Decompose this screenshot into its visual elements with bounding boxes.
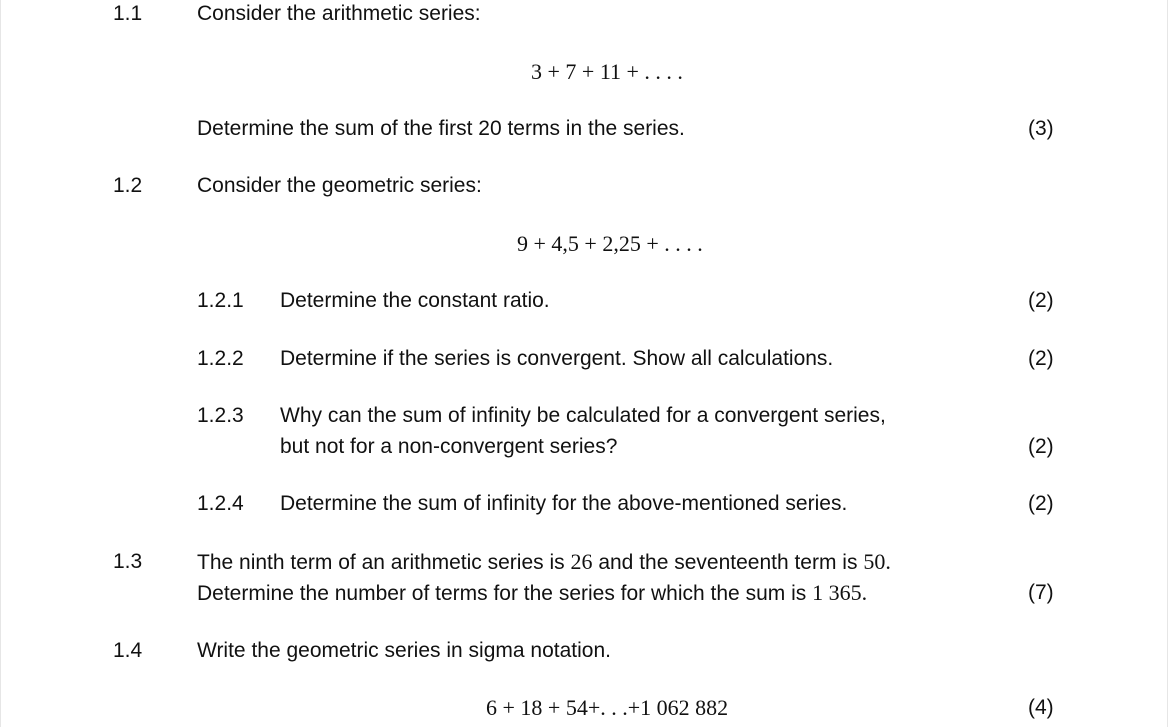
question-1-4-intro: Write the geometric series in sigma notation. [197,639,611,662]
geometric-series-1-4-expression: 6 + 18 + 54+. . .+1 062 882 [486,695,729,720]
subquestion-1-2-3-text-line2: but not for a non-convergent series? [280,435,618,458]
subquestion-1-2-2-text: Determine if the series is convergent. Show all calculations. [280,347,834,370]
marks-1-3: (7) [1028,581,1054,604]
question-1-3-line2 [197,580,867,607]
subquestion-1-2-1-text: Determine the constant ratio. [280,289,550,312]
subquestion-number-1-2-3: 1.2.3 [197,404,244,427]
question-1-3-line2-b: . [861,580,868,605]
geometric-series-expression: 9 + 4,5 + 2,25 + . . . . [517,231,703,256]
question-1-3-line1-c: . [885,549,891,574]
question-1-3-line1-a: The ninth term of an arithmetic series is [197,551,571,574]
marks-1-2-1: (2) [1028,289,1054,312]
marks-1-2-2: (2) [1028,347,1054,370]
ninth-term-value: 26 [570,549,593,574]
subquestion-number-1-2-4: 1.2.4 [197,492,244,515]
marks-1-2-3: (2) [1028,435,1054,458]
arithmetic-series-expression: 3 + 7 + 11 + . . . . [531,59,683,84]
subquestion-number-1-2-2: 1.2.2 [197,347,244,370]
subquestion-number-1-2-1: 1.2.1 [197,289,244,312]
seventeenth-term-value: 50 [863,549,886,574]
question-1-3-line1-b: and the seventeenth term is [592,551,864,574]
question-1-1-task: Determine the sum of the first 20 terms in the series. [197,117,685,140]
marks-1-4: (4) [1028,696,1054,719]
subquestion-1-2-4-text: Determine the sum of infinity for the above-mentioned series. [280,492,848,515]
sum-value: 1 365 [812,580,862,605]
question-1-1-intro: Consider the arithmetic series: [197,2,481,25]
subquestion-1-2-3-text-line1: Why can the sum of infinity be calculated for a convergent series, [280,404,886,427]
question-1-2-intro: Consider the geometric series: [197,174,482,197]
marks-1-1: (3) [1028,117,1054,140]
question-number-1-2: 1.2 [113,174,143,197]
question-number-1-4: 1.4 [113,639,143,662]
question-1-3-line1 [197,549,891,576]
marks-1-2-4: (2) [1028,492,1054,515]
question-1-3-line2-a: Determine the number of terms for the series for which the sum is [197,582,813,605]
question-number-1-1: 1.1 [113,2,143,25]
question-number-1-3: 1.3 [113,550,143,573]
